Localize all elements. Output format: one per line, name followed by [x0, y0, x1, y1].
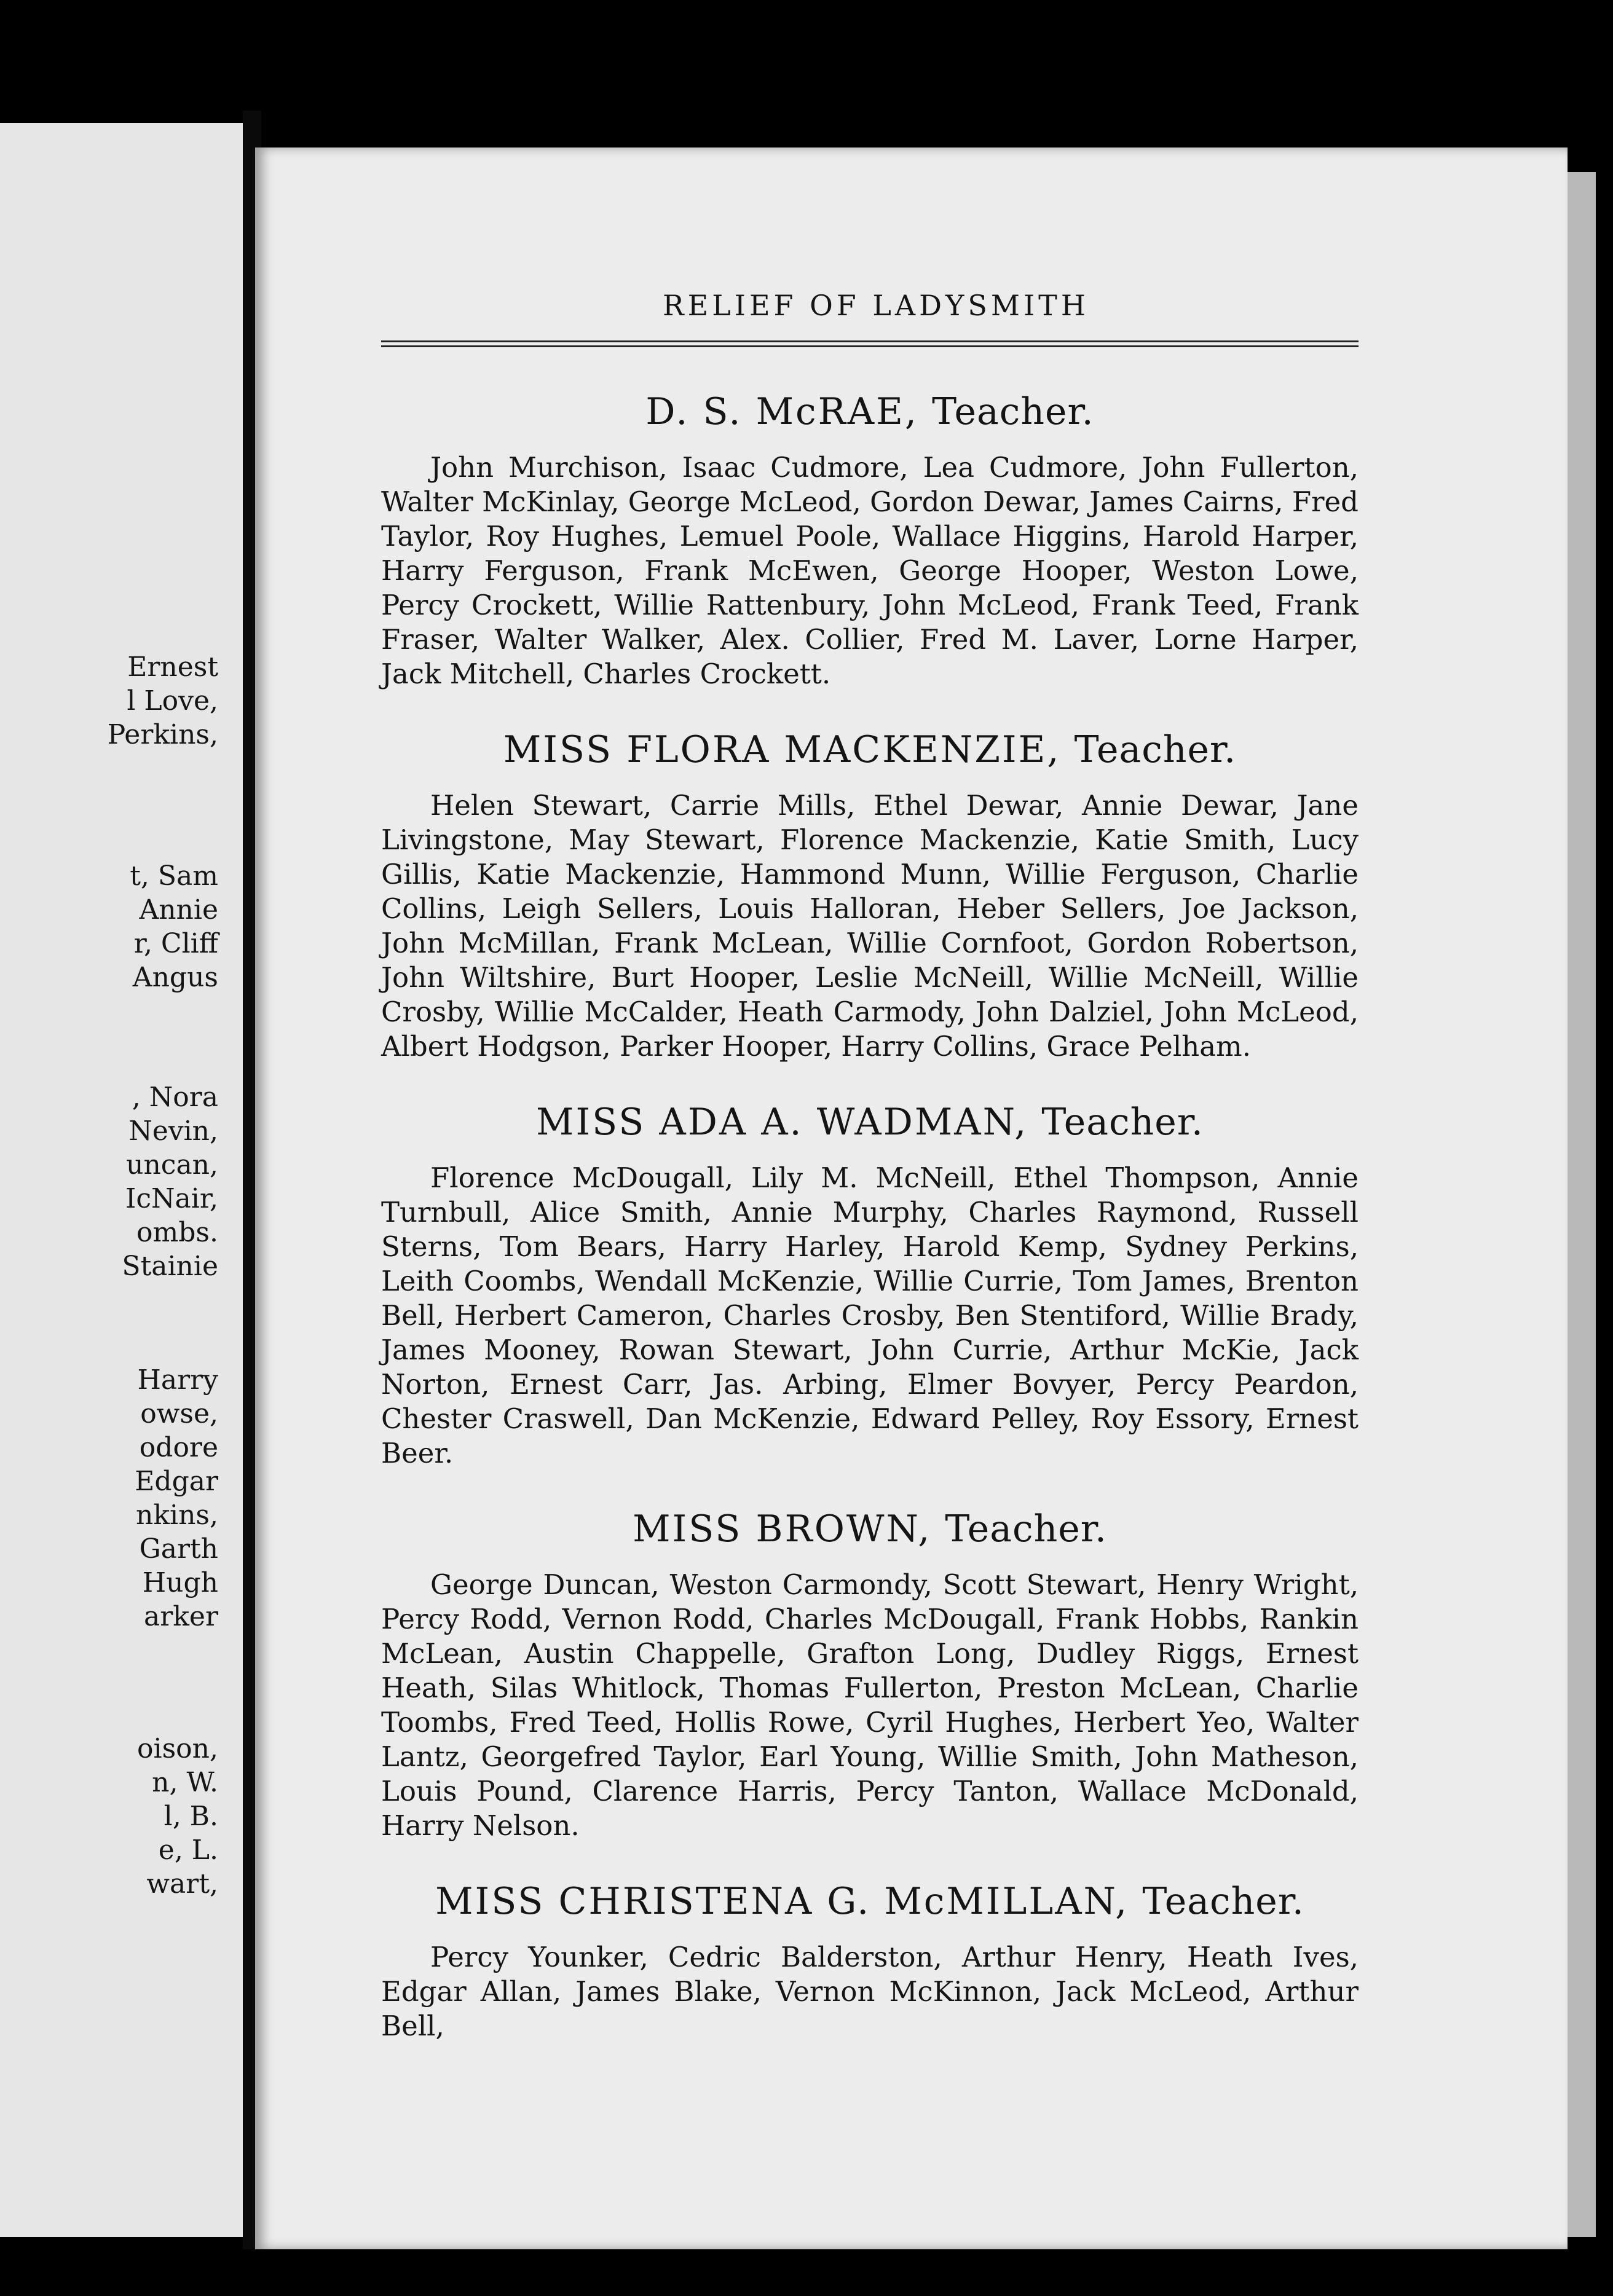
class-section — [381, 1880, 1359, 2043]
left-page-fragment: Ernest — [127, 651, 218, 683]
page-edge — [1568, 172, 1596, 2237]
left-page-fragment: Angus — [132, 962, 218, 993]
section-heading — [381, 1880, 1359, 1923]
pupil-list: John Murchison, Isaac Cudmore, Lea Cudmore, John Fullerton, Walter McKinlay, George McLeod, Gordon Dewar, James Cairns, Fred Taylor, Roy Hughes, Lemuel Poole, Wallace Higgins, Harold Harper, Harry Ferguson, Frank McEwen, George Hooper, Weston Lowe, Percy Crockett, Willie Rattenbury, John McLeod, Frank Teed, Frank Fraser, Walter Walker, Alex. Collier, Fred M. Laver, Lorne Harper, Jack Mitchell, Charles Crockett. — [381, 451, 1359, 690]
class-section — [381, 728, 1359, 1064]
left-page-fragment: wart, — [146, 1868, 218, 1900]
left-page-fragment: Harry — [137, 1364, 218, 1396]
pupil-list: George Duncan, Weston Carmondy, Scott Stewart, Henry Wright, Percy Rodd, Vernon Rodd, Charles McDougall, Frank Hobbs, Rankin McLean, Austin Chappelle, Grafton Long, Dudley Riggs, Ernest Heath, Silas Whitlock, Thomas Fullerton, Preston McLean, Charlie Toombs, Fred Teed, Hollis Rowe, Cyril Hughes, Herbert Yeo, Walter Lantz, Georgefred Taylor, Earl Young, Willie Smith, John Matheson, Louis Pound, Clarence Harris, Percy Tanton, Wallace McDonald, Harry Nelson. — [381, 1568, 1359, 1842]
teacher-name: MISS ADA A. WADMAN, — [536, 1101, 1028, 1144]
section-heading — [381, 728, 1359, 771]
left-page-fragment: Nevin, — [128, 1115, 218, 1147]
teacher-name: MISS CHRISTENA G. McMILLAN, — [435, 1880, 1129, 1923]
class-section — [381, 1101, 1359, 1471]
left-page-fragment: odore — [139, 1432, 218, 1463]
teacher-role: Teacher. — [932, 390, 1094, 433]
teacher-role: Teacher. — [1074, 728, 1237, 771]
left-page-fragment: n, W. — [152, 1767, 218, 1798]
teacher-role: Teacher. — [1142, 1880, 1304, 1923]
left-page-fragment: l Love, — [127, 685, 218, 717]
left-page-fragment: nkins, — [136, 1500, 218, 1531]
teacher-name: MISS FLORA MACKENZIE, — [503, 728, 1061, 771]
class-section — [381, 1508, 1359, 1843]
left-page-fragment: oison, — [137, 1733, 218, 1764]
teacher-name: MISS BROWN, — [633, 1508, 932, 1551]
pupil-list: Percy Younker, Cedric Balderston, Arthur Henry, Heath Ives, Edgar Allan, James Blake, Vernon McKinnon, Jack McLeod, Arthur Bell, — [381, 1941, 1359, 2042]
pupil-list: Florence McDougall, Lily M. McNeill, Ethel Thompson, Annie Turnbull, Alice Smith, Annie Murphy, Charles Raymond, Russell Sterns, Tom Bears, Harry Harley, Harold Kemp, Sydney Perkins, Leith Coombs, Wendall McKenzie, Willie Currie, Tom James, Brenton Bell, Herbert Cameron, Charles Crosby, Ben Stentiford, Willie Brady, James Mooney, Rowan Stewart, John Currie, Arthur McKie, Jack Norton, Ernest Carr, Jas. Arbing, Elmer Bovyer, Percy Peardon, Chester Craswell, Dan McKenzie, Edward Pelley, Roy Essory, Ernest Beer. — [381, 1162, 1359, 1469]
left-page-fragment: e, L. — [158, 1834, 218, 1866]
teacher-role: Teacher. — [1041, 1101, 1204, 1144]
left-page-fragment: Hugh — [142, 1567, 218, 1598]
left-page-fragment: Edgar — [135, 1466, 218, 1497]
left-page-fragment: l, B. — [164, 1801, 218, 1832]
left-page-fragment: ombs. — [136, 1217, 218, 1248]
running-head: RELIEF OF LADYSMITH — [663, 289, 1089, 322]
left-page-fragment: Garth — [139, 1533, 218, 1565]
page-content — [381, 289, 1359, 2080]
left-facing-page — [0, 123, 243, 2237]
left-page-fragment: t, Sam — [130, 860, 218, 892]
teacher-role: Teacher. — [945, 1508, 1107, 1551]
left-page-fragment: Stainie — [122, 1251, 218, 1282]
class-section — [381, 390, 1359, 691]
teacher-name: D. S. McRAE, — [645, 390, 918, 433]
left-page-fragment: arker — [144, 1601, 218, 1632]
left-page-fragment: r, Cliff — [133, 928, 218, 959]
left-page-fragment: owse, — [140, 1398, 218, 1429]
header-rule — [381, 340, 1359, 347]
section-heading — [381, 1508, 1359, 1551]
left-page-fragment: Perkins, — [107, 719, 218, 750]
left-page-fragment: , Nora — [132, 1082, 218, 1113]
pupil-list: Helen Stewart, Carrie Mills, Ethel Dewar, Annie Dewar, Jane Livingstone, May Stewart, Florence Mackenzie, Katie Smith, Lucy Gillis, Katie Mackenzie, Hammond Munn, Willie Ferguson, Charlie Collins, Leigh Sellers, Louis Halloran, Heber Sellers, Joe Jackson, John McMillan, Frank McLean, Willie Cornfoot, Gordon Robertson, John Wiltshire, Burt Hooper, Leslie McNeill, Willie McNeill, Willie Crosby, Willie McCalder, Heath Carmody, John Dalziel, John McLeod, Albert Hodgson, Parker Hooper, Harry Collins, Grace Pelham. — [381, 789, 1359, 1063]
section-heading — [381, 390, 1359, 433]
left-page-fragment: IcNair, — [125, 1183, 218, 1214]
left-page-fragment: uncan, — [126, 1149, 218, 1181]
section-heading — [381, 1101, 1359, 1144]
left-page-fragment: Annie — [139, 894, 218, 926]
